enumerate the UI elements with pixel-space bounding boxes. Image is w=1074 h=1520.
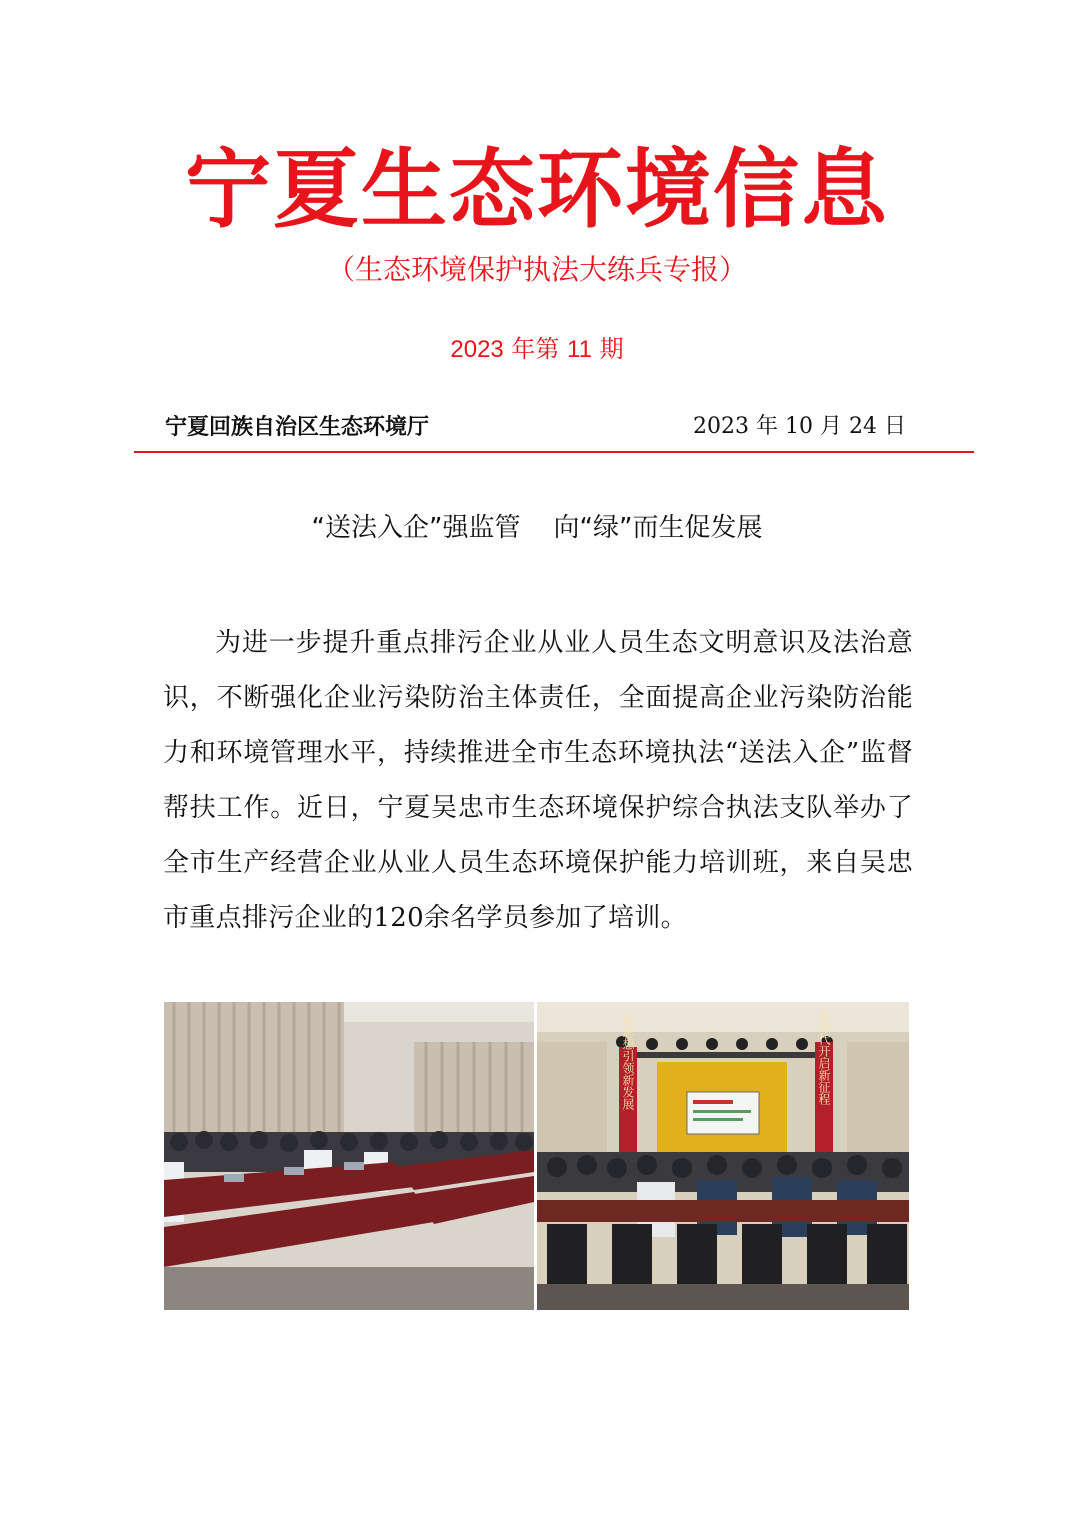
masthead-subtitle: （生态环境保护执法大练兵专报） [326,253,747,286]
photo-gallery [164,1002,909,1310]
training-hall-photo [537,1002,909,1310]
article-headline: “送法入企”强监管 向“绿”而生促发展 [311,513,763,543]
issue-date: 2023 年 10 月 24 日 [693,414,906,439]
issue-num-unit: 期 [591,335,624,363]
issue-year-unit: 年第 [503,335,568,363]
issue-number [0,332,1074,367]
banner-left-text: 新思想引领新发展 [621,1014,635,1110]
red-divider [134,451,974,453]
training-audience-photo [164,1002,534,1310]
issue-year: 2023 [450,336,504,363]
article-body: 为进一步提升重点排污企业从业人员生态文明意识及法治意识，不断强化企业污染防治主体责任，全面提高企业污染防治能力和环境管理水平，持续推进全市生态环境执法“送法入企”监督帮扶工作。近日，宁夏吴忠市生态环境保护综合执法支队举办了全市生产经营企业从业人员生态环境保护能力培训班，来自吴忠市重点排污企业的120余名学员参加了培训。 [163,628,913,933]
masthead-title: 宁夏生态环境信息 [185,140,889,240]
banner-right-text: 新时代开启新征程 [817,1009,831,1105]
issuing-department: 宁夏回族自治区生态环境厅 [165,414,430,440]
issue-num: 11 [567,336,592,363]
